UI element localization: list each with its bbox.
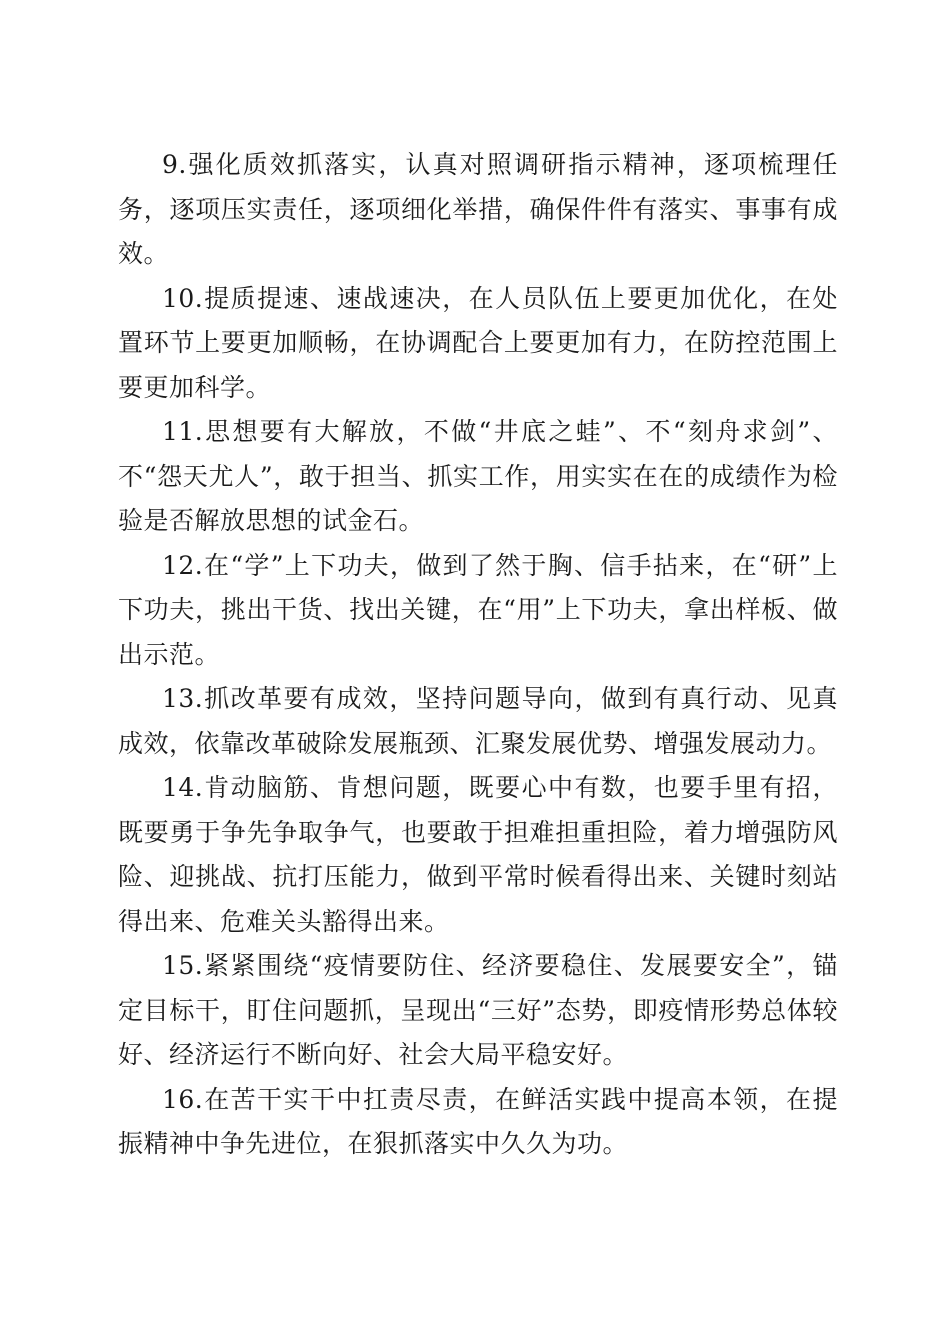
paragraph-10: 10.提质提速、速战速决，在人员队伍上要更加优化，在处置环节上要更加顺畅，在协调配合上要更加有力，在防控范围上要更加科学。: [118, 283, 838, 402]
paragraph-16: 16.在苦干实干中扛责尽责，在鲜活实践中提高本领，在提振精神中争先进位，在狠抓落实中久久为功。: [118, 1084, 838, 1158]
paragraph-13: 13.抓改革要有成效，坚持问题导向，做到有真行动、见真成效，依靠改革破除发展瓶颈、汇聚发展优势、增强发展动力。: [118, 684, 838, 758]
paragraph-11: 11.思想要有大解放，不做“井底之蛙”、不“刻舟求剑”、不“怨天尤人”，敢于担当、抓实工作，用实实在在的成绩作为检验是否解放思想的试金石。: [118, 417, 838, 535]
paragraph-14: 14.肯动脑筋、肯想问题，既要心中有数，也要手里有招，既要勇于争先争取争气，也要敢于担难担重担险，着力增强防风险、迎挑战、抗打压能力，做到平常时候看得出来、关键时刻站得出来、危难关头豁得出来。: [118, 773, 838, 936]
paragraph-15: 15.紧紧围绕“疫情要防住、经济要稳住、发展要安全”，锚定目标干，盯住问题抓，呈现出“三好”态势，即疫情形势总体较好、经济运行不断向好、社会大局平稳安好。: [118, 951, 838, 1069]
paragraph-12: 12.在“学”上下功夫，做到了然于胸、信手拈来，在“研”上下功夫，挑出干货、找出关键，在“用”上下功夫，拿出样板、做出示范。: [118, 550, 838, 669]
document-body: [118, 143, 838, 1167]
paragraph-9: 9.强化质效抓落实，认真对照调研指示精神，逐项梳理任务，逐项压实责任，逐项细化举措，确保件件有落实、事事有成效。: [118, 150, 838, 268]
